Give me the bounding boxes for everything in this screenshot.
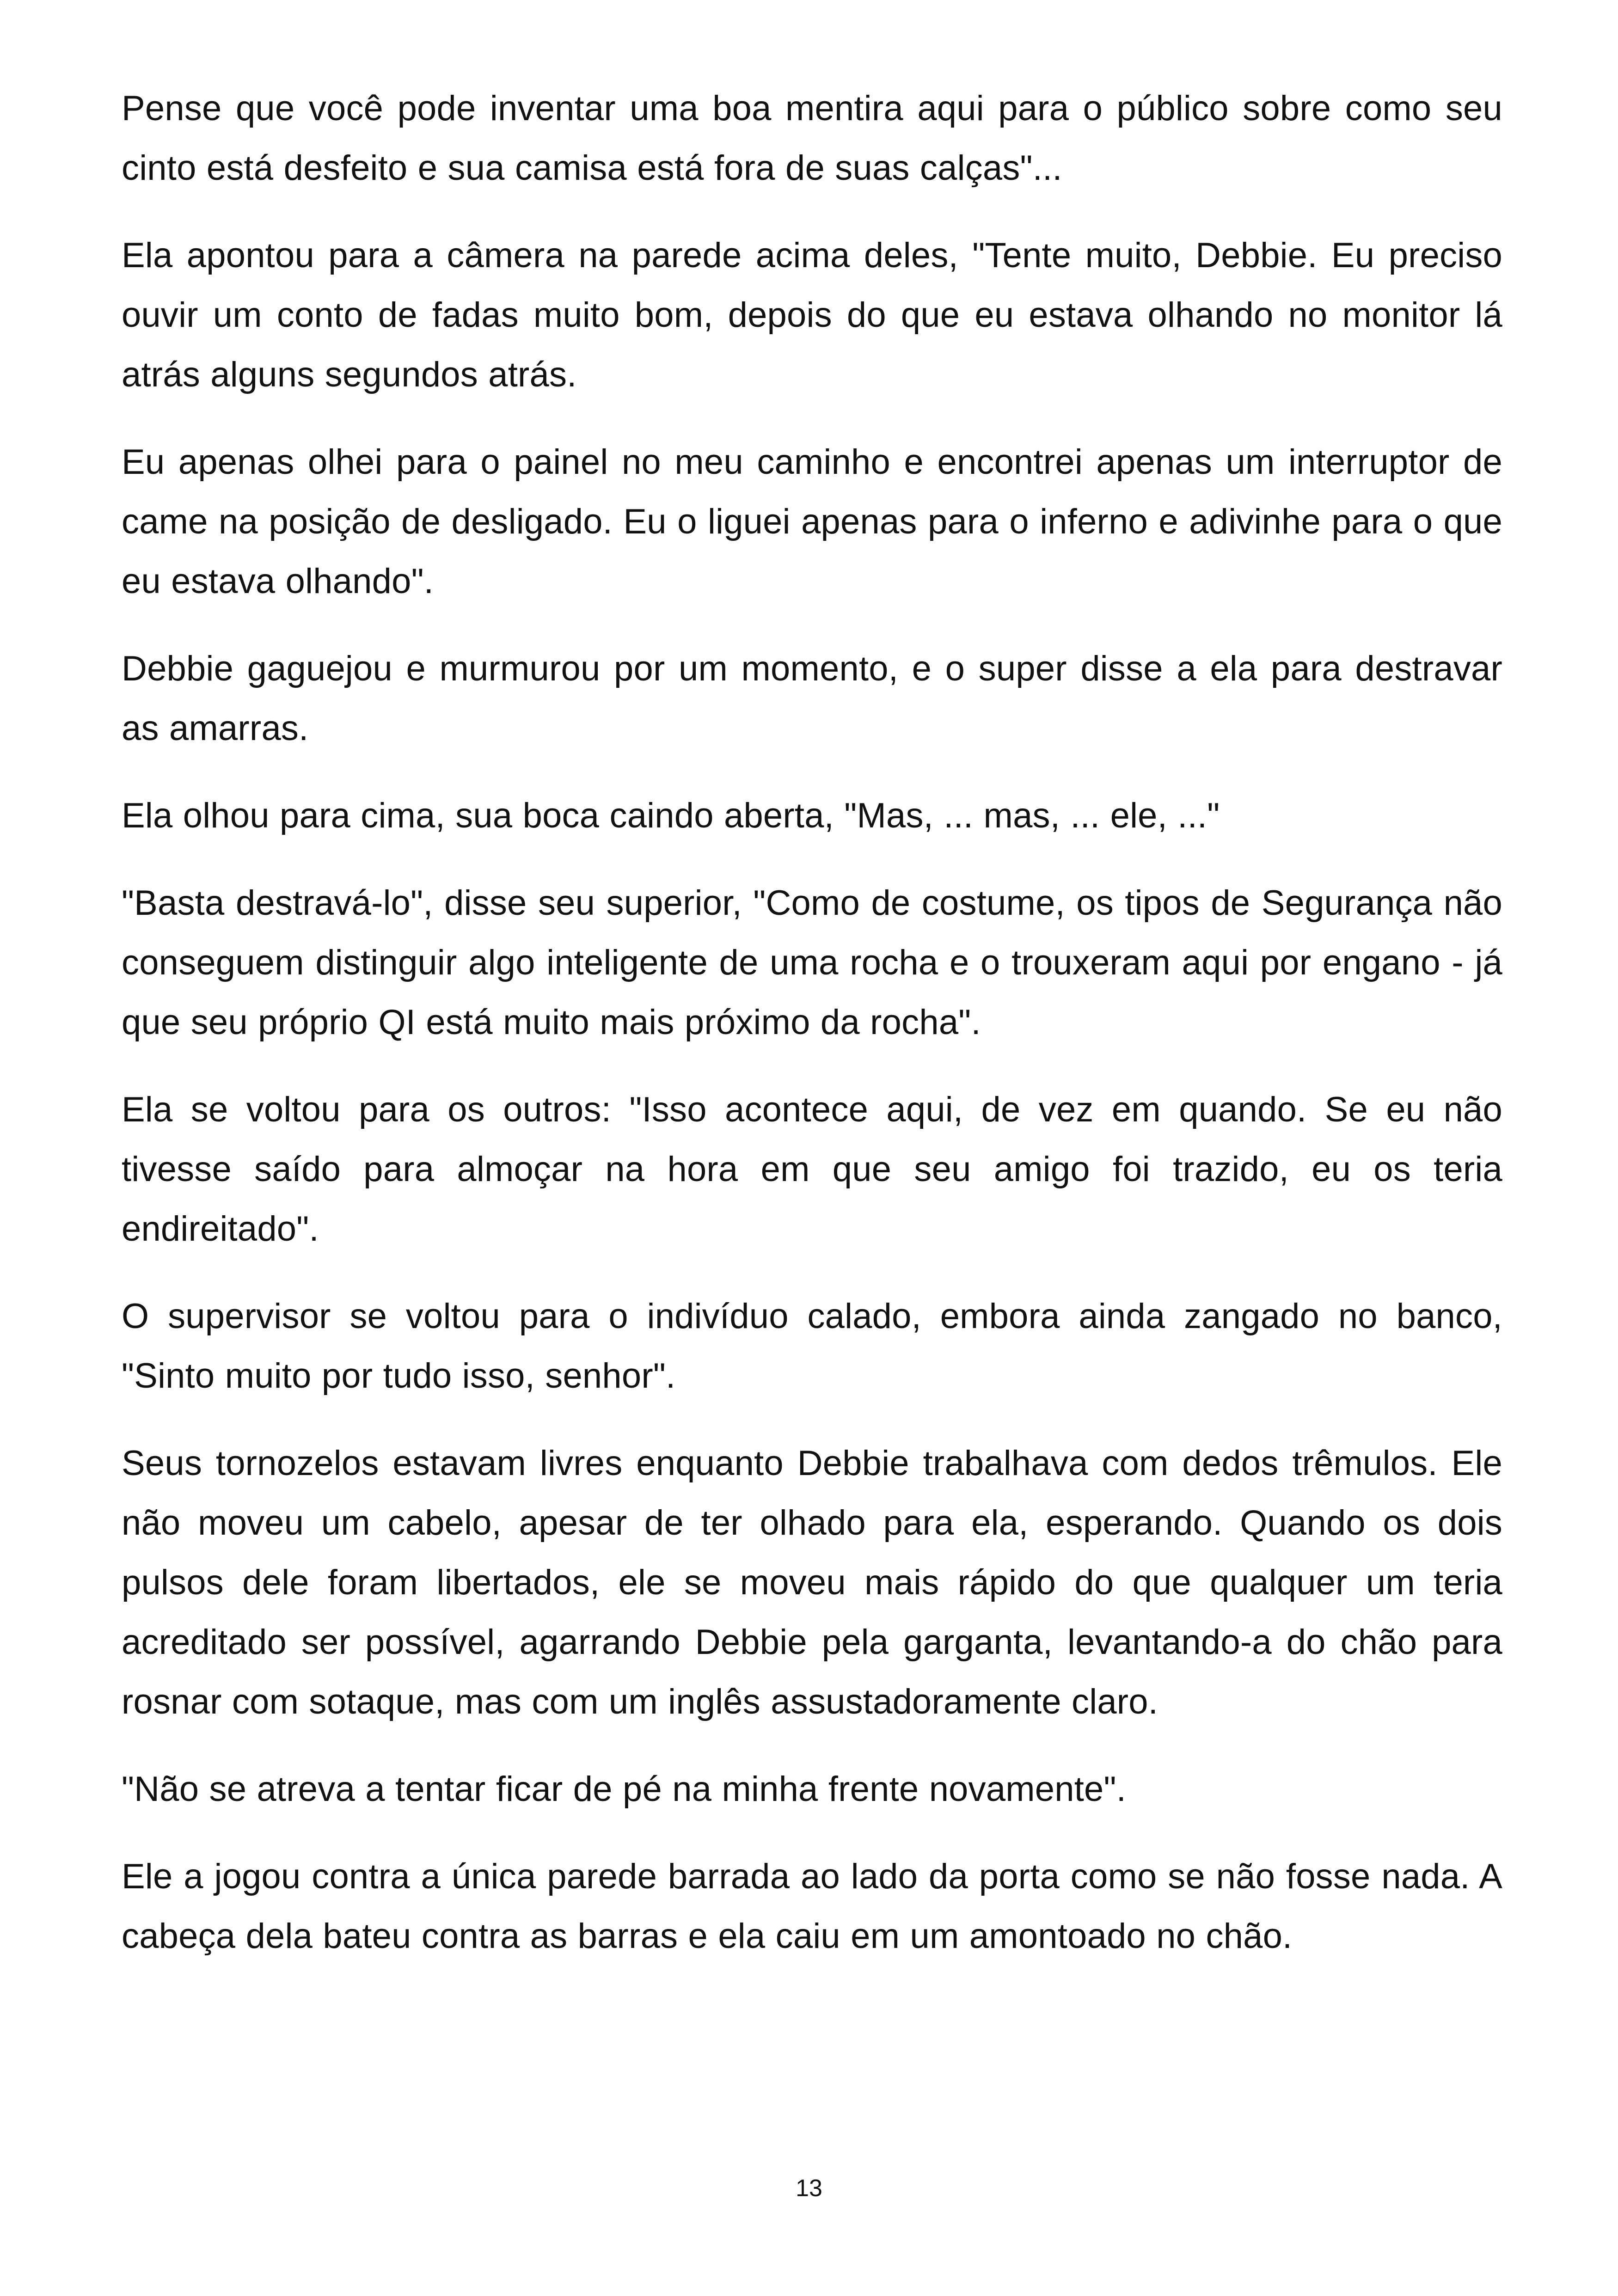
page-body bbox=[122, 79, 1502, 2205]
paragraph-2: Ela apontou para a câmera na parede acima deles, "Tente muito, Debbie. Eu preciso ouvir um conto de fadas muito bom, depois do que eu estava olhando no monitor lá atrás alguns segundos atrás. bbox=[122, 236, 1502, 394]
paragraph-9: Seus tornozelos estavam livres enquanto Debbie trabalhava com dedos trêmulos. Ele não moveu um cabelo, apesar de ter olhado para ela, esperando. Quando os dois pulsos dele foram libertados, ele se moveu mais rápido do que qualquer um teria acreditado ser possível, agarrando Debbie pela garganta, levantando-a do chão para rosnar com sotaque, mas com um inglês assustadoramente claro. bbox=[122, 1444, 1502, 1721]
paragraph-8: O supervisor se voltou para o indivíduo calado, embora ainda zangado no banco, "Sinto muito por tudo isso, senhor". bbox=[122, 1297, 1502, 1396]
paragraph-6: "Basta destravá-lo", disse seu superior, "Como de costume, os tipos de Segurança não conseguem distinguir algo inteligente de uma rocha e o trouxeram aqui por engano - já que seu próprio QI está muito mais próximo da rocha". bbox=[122, 883, 1502, 1042]
paragraph-5: Ela olhou para cima, sua boca caindo aberta, "Mas, ... mas, ... ele, ..." bbox=[122, 796, 1220, 835]
paragraph-7: Ela se voltou para os outros: "Isso acontece aqui, de vez em quando. Se eu não tivesse saído para almoçar na hora em que seu amigo foi trazido, eu os teria endireitado". bbox=[122, 1090, 1502, 1249]
paragraph-1: Pense que você pode inventar uma boa mentira aqui para o público sobre como seu cinto está desfeito e sua camisa está fora de suas calças"... bbox=[122, 89, 1502, 188]
paragraph-4: Debbie gaguejou e murmurou por um momento, e o super disse a ela para destravar as amarras. bbox=[122, 649, 1502, 748]
paragraph-3: Eu apenas olhei para o painel no meu caminho e encontrei apenas um interruptor de came na posição de desligado. Eu o liguei apenas para o inferno e adivinhe para o que eu estava olhando". bbox=[122, 442, 1502, 601]
paragraph-11: Ele a jogou contra a única parede barrada ao lado da porta como se não fosse nada. A cabeça dela bateu contra as barras e ela caiu em um amontoado no chão. bbox=[122, 1857, 1502, 1956]
page-number: 13 bbox=[796, 2175, 822, 2202]
paragraph-10: "Não se atreva a tentar ficar de pé na minha frente novamente". bbox=[122, 1769, 1127, 1809]
